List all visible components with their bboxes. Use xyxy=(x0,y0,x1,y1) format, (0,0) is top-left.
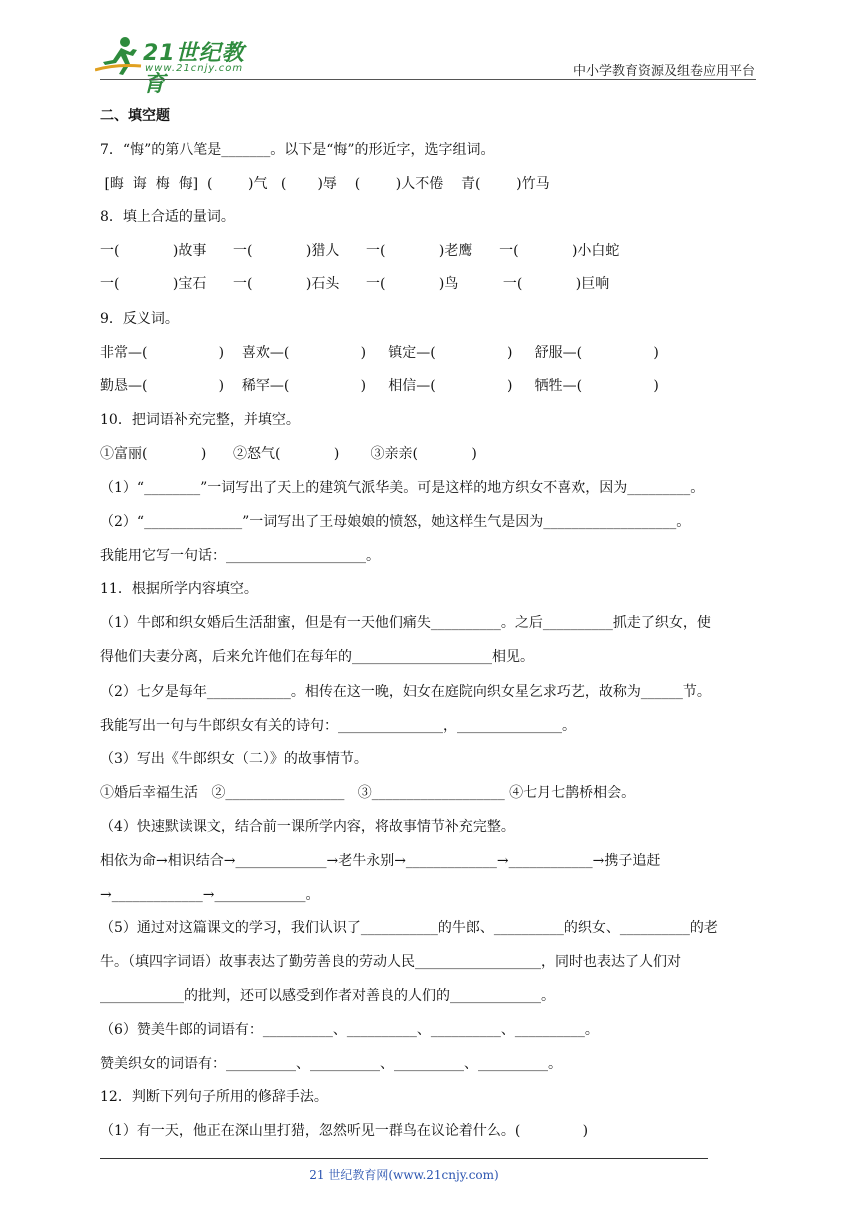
question-10: 10．把词语补充完整，并填空。 xyxy=(100,412,300,428)
question-7: 7．“悔”的第八笔是_______。以下是“悔”的形近字，选字组词。 xyxy=(100,142,495,158)
question-11-sub-4: （4）快速默读课文，结合前一课所学内容，将故事情节补充完整。 xyxy=(100,819,515,835)
section-title: 二、填空题 xyxy=(100,108,170,124)
question-9-row-1: 非常—( ) 喜欢—( ) 镇定—( ) 舒服—( ) xyxy=(100,345,659,361)
site-logo xyxy=(95,36,265,97)
footer-site: 21 世纪教育网(www.21cnjy.com) xyxy=(309,1168,499,1182)
question-7-options: [晦 诲 梅 侮] ( )气 ( )辱 ( )人不倦 青( )竹马 xyxy=(100,176,550,192)
question-12: 12．判断下列句子所用的修辞手法。 xyxy=(100,1089,328,1105)
question-11-sub-1-a: （1）牛郎和织女婚后生活甜蜜，但是有一天他们痛失__________。之后__________抓走了织女，使 xyxy=(100,615,711,631)
question-8-row-1: 一( )故事 一( )猎人 一( )老鹰 一( )小白蛇 xyxy=(100,243,620,259)
question-11-poem: 我能写出一句与牛郎织女有关的诗句：_______________，_______________。 xyxy=(100,718,576,734)
question-9: 9．反义词。 xyxy=(100,311,179,327)
question-11-sub-3-plot: ①婚后幸福生活 ②_________________ ③___________________ ④七月七鹊桥相会。 xyxy=(100,785,636,801)
question-11-sub-4-chain-b: →_____________→_____________。 xyxy=(100,887,320,903)
question-10-sub-1: （1）“________”一词写出了天上的建筑气派华美。可是这样的地方织女不喜欢，因为_________。 xyxy=(100,480,705,496)
question-11-sub-6-a: （6）赞美牛郎的词语有：__________、__________、__________、__________。 xyxy=(100,1022,599,1038)
logo-wordmark: 21世纪教育 xyxy=(143,41,245,97)
question-11-sub-3: （3）写出《牛郎织女（二）》的故事情节。 xyxy=(100,751,368,767)
question-10-sentence: 我能用它写一句话：____________________。 xyxy=(100,548,380,564)
question-11-sub-6-b: 赞美织女的词语有：__________、__________、__________、__________。 xyxy=(100,1056,562,1072)
question-10-sub-2: （2）“______________”一词写出了王母娘娘的愤怒，她这样生气是因为___________________。 xyxy=(100,514,691,530)
question-11-sub-1-b: 得他们夫妻分离，后来允许他们在每年的____________________相见。 xyxy=(100,649,534,665)
question-8: 8．填上合适的量词。 xyxy=(100,209,235,225)
question-10-words: ①富丽( ) ②怒气( ) ③亲亲( ) xyxy=(100,446,477,462)
question-12-sub-1: （1）有一天，他正在深山里打猎，忽然听见一群鸟在议论着什么。( ) xyxy=(100,1123,589,1139)
question-9-row-2: 勤恳—( ) 稀罕—( ) 相信—( ) 牺牲—( ) xyxy=(100,378,659,394)
runner-logo-icon xyxy=(95,36,143,76)
header-divider xyxy=(100,79,756,80)
question-8-row-2: 一( )宝石 一( )石头 一( )鸟 一( )巨响 xyxy=(100,276,610,292)
question-11-sub-2: （2）七夕是每年____________。相传在这一晚，妇女在庭院向织女星乞求巧艺，故称为______节。 xyxy=(100,684,711,700)
question-11-sub-5-a: （5）通过对这篇课文的学习，我们认识了___________的牛郎、__________的织女、__________的老 xyxy=(100,920,718,936)
footer-divider xyxy=(100,1158,708,1159)
question-11-sub-4-chain-a: 相依为命→相识结合→_____________→老牛永别→_____________→____________→携子追赶 xyxy=(100,853,661,869)
platform-name: 中小学教育资源及组卷应用平台 xyxy=(572,64,755,79)
page-header xyxy=(0,0,860,97)
logo-url: www.21cnjy.com xyxy=(145,63,244,74)
question-11: 11．根据所学内容填空。 xyxy=(100,581,258,597)
question-11-sub-5-b: 牛。（填四字词语）故事表达了勤劳善良的劳动人民__________________，同时也表达了人们对 xyxy=(100,954,681,970)
question-11-sub-5-c: ____________的批判，还可以感受到作者对善良的人们的_____________。 xyxy=(100,988,555,1004)
